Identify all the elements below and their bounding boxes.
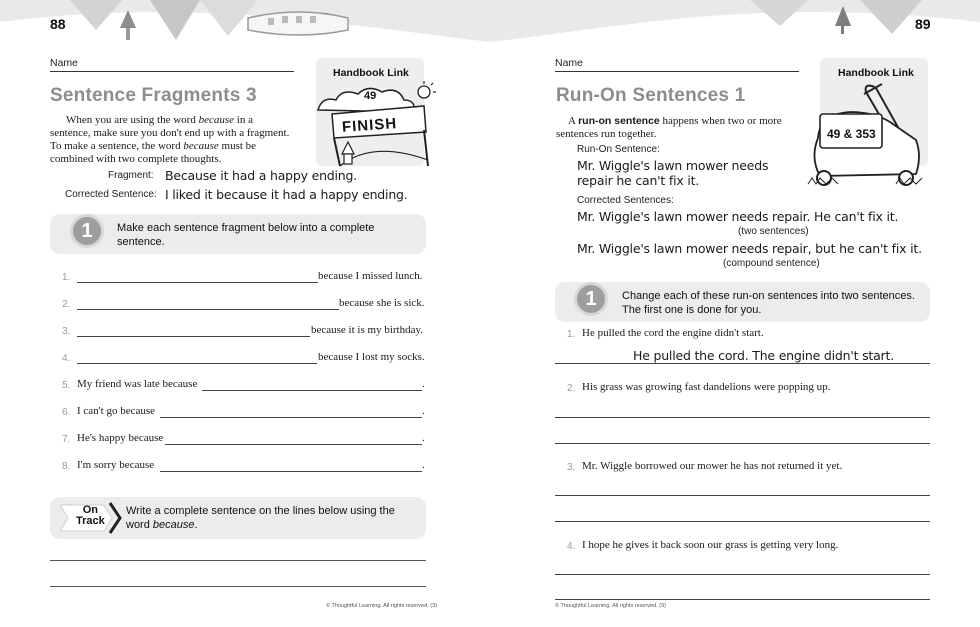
left-item-text: He's happy because [77, 432, 164, 444]
runon-sentence-example: Mr. Wiggle's lawn mower needs repair he can't fix it. [577, 158, 769, 188]
answer-line[interactable] [555, 521, 930, 522]
right-name-label: Name [555, 57, 584, 69]
left-item-number: 6. [62, 407, 71, 418]
answer-line[interactable] [555, 417, 930, 418]
example-answer: He pulled the cord. The engine didn't start. [633, 348, 894, 363]
left-item-number: 2. [62, 299, 71, 310]
left-item-number: 7. [62, 434, 71, 445]
left-item-text: I can't go because [77, 405, 156, 417]
two-sentences-note: (two sentences) [738, 226, 809, 237]
answer-line[interactable] [160, 471, 422, 472]
left-item-number: 3. [62, 326, 71, 337]
left-handbook-page: 49 [364, 90, 377, 102]
right-step-1-badge: 1 [574, 282, 608, 316]
answer-line[interactable] [555, 599, 930, 600]
answer-line[interactable] [555, 574, 930, 575]
left-footer-copyright: © Thoughtful Learning. All rights reserved. (3) [326, 603, 437, 609]
right-item-text: I hope he gives it back soon our grass is getting very long. [582, 539, 839, 551]
answer-line[interactable] [77, 336, 310, 337]
fragment-example: Because it had a happy ending. [165, 168, 358, 183]
left-handbook-label: Handbook Link [333, 67, 409, 79]
answer-line[interactable] [555, 363, 930, 364]
left-step-1-badge: 1 [70, 214, 104, 248]
answer-line[interactable] [77, 309, 339, 310]
left-item-number: 5. [62, 380, 71, 391]
period: . [422, 378, 425, 390]
answer-line[interactable] [77, 363, 317, 364]
left-step-1-instruction: Make each sentence fragment below into a complete sentence. [117, 222, 375, 248]
right-item-number: 1. [567, 329, 576, 340]
right-handbook-page: 49 & 353 [827, 127, 876, 141]
left-page-number: 88 [50, 16, 66, 32]
left-name-line[interactable] [50, 71, 294, 72]
period: . [422, 459, 425, 471]
left-item-text: because I missed lunch. [318, 270, 423, 282]
left-item-number: 4. [62, 353, 71, 364]
answer-line[interactable] [160, 417, 422, 418]
right-page-number: 89 [915, 16, 931, 32]
left-name-label: Name [50, 57, 79, 69]
left-item-text: because it is my birthday. [311, 324, 424, 336]
left-item-number: 1. [62, 272, 71, 283]
left-item-text: because she is sick. [339, 297, 425, 309]
answer-line[interactable] [165, 444, 422, 445]
compound-sentence-note: (compound sentence) [723, 258, 820, 269]
left-intro-paragraph: When you are using the word because in a sentence, make sure you don't end up with a fragment. To make a sentence, the word because must be combined with two complete thoughts. [50, 114, 290, 165]
right-item-number: 3. [567, 462, 576, 473]
left-item-text: My friend was late because [77, 378, 198, 390]
header-landscape-art [0, 0, 980, 48]
answer-line[interactable] [555, 443, 930, 444]
right-item-number: 2. [567, 383, 576, 394]
corrected-example-compound-sentence: Mr. Wiggle's lawn mower needs repair, but he can't fix it. [577, 241, 922, 256]
runon-sentence-label: Run-On Sentence: [577, 144, 660, 155]
right-item-text: Mr. Wiggle borrowed our mower he has not returned it yet. [582, 460, 843, 472]
left-item-text: I'm sorry because [77, 459, 155, 471]
corrected-sentence-label: Corrected Sentence: [65, 189, 157, 200]
corrected-example-two-sentences: Mr. Wiggle's lawn mower needs repair. He can't fix it. [577, 209, 899, 224]
answer-line[interactable] [555, 495, 930, 496]
writing-line[interactable] [50, 560, 426, 561]
answer-line[interactable] [202, 390, 422, 391]
writing-line[interactable] [50, 586, 426, 587]
right-page-title: Run-On Sentences 1 [556, 85, 746, 106]
corrected-sentences-label: Corrected Sentences: [577, 195, 674, 206]
fragment-label: Fragment: [108, 170, 154, 181]
left-page-title: Sentence Fragments 3 [50, 85, 257, 106]
right-handbook-label: Handbook Link [838, 67, 914, 79]
corrected-sentence-example: I liked it because it had a happy ending. [165, 187, 408, 202]
left-item-text: because I lost my socks. [318, 351, 425, 363]
right-name-line[interactable] [555, 71, 799, 72]
period: . [422, 432, 425, 444]
on-track-label: On Track [76, 504, 105, 527]
period: . [422, 405, 425, 417]
left-item-number: 8. [62, 461, 71, 472]
right-item-text: He pulled the cord the engine didn't start. [582, 327, 764, 339]
right-step-1-instruction: Change each of these run-on sentences into two sentences. The first one is done for you. [622, 290, 915, 316]
right-item-number: 4. [567, 541, 576, 552]
finish-sign-text: FINISH [341, 115, 398, 136]
answer-line[interactable] [77, 282, 318, 283]
on-track-instruction: Write a complete sentence on the lines below using the word because. [126, 505, 395, 531]
right-item-text: His grass was growing fast dandelions were popping up. [582, 381, 831, 393]
right-footer-copyright: © Thoughtful Learning. All rights reserved. (9) [555, 603, 666, 609]
right-intro-paragraph: A run-on sentence happens when two or more sentences run together. [556, 115, 782, 140]
